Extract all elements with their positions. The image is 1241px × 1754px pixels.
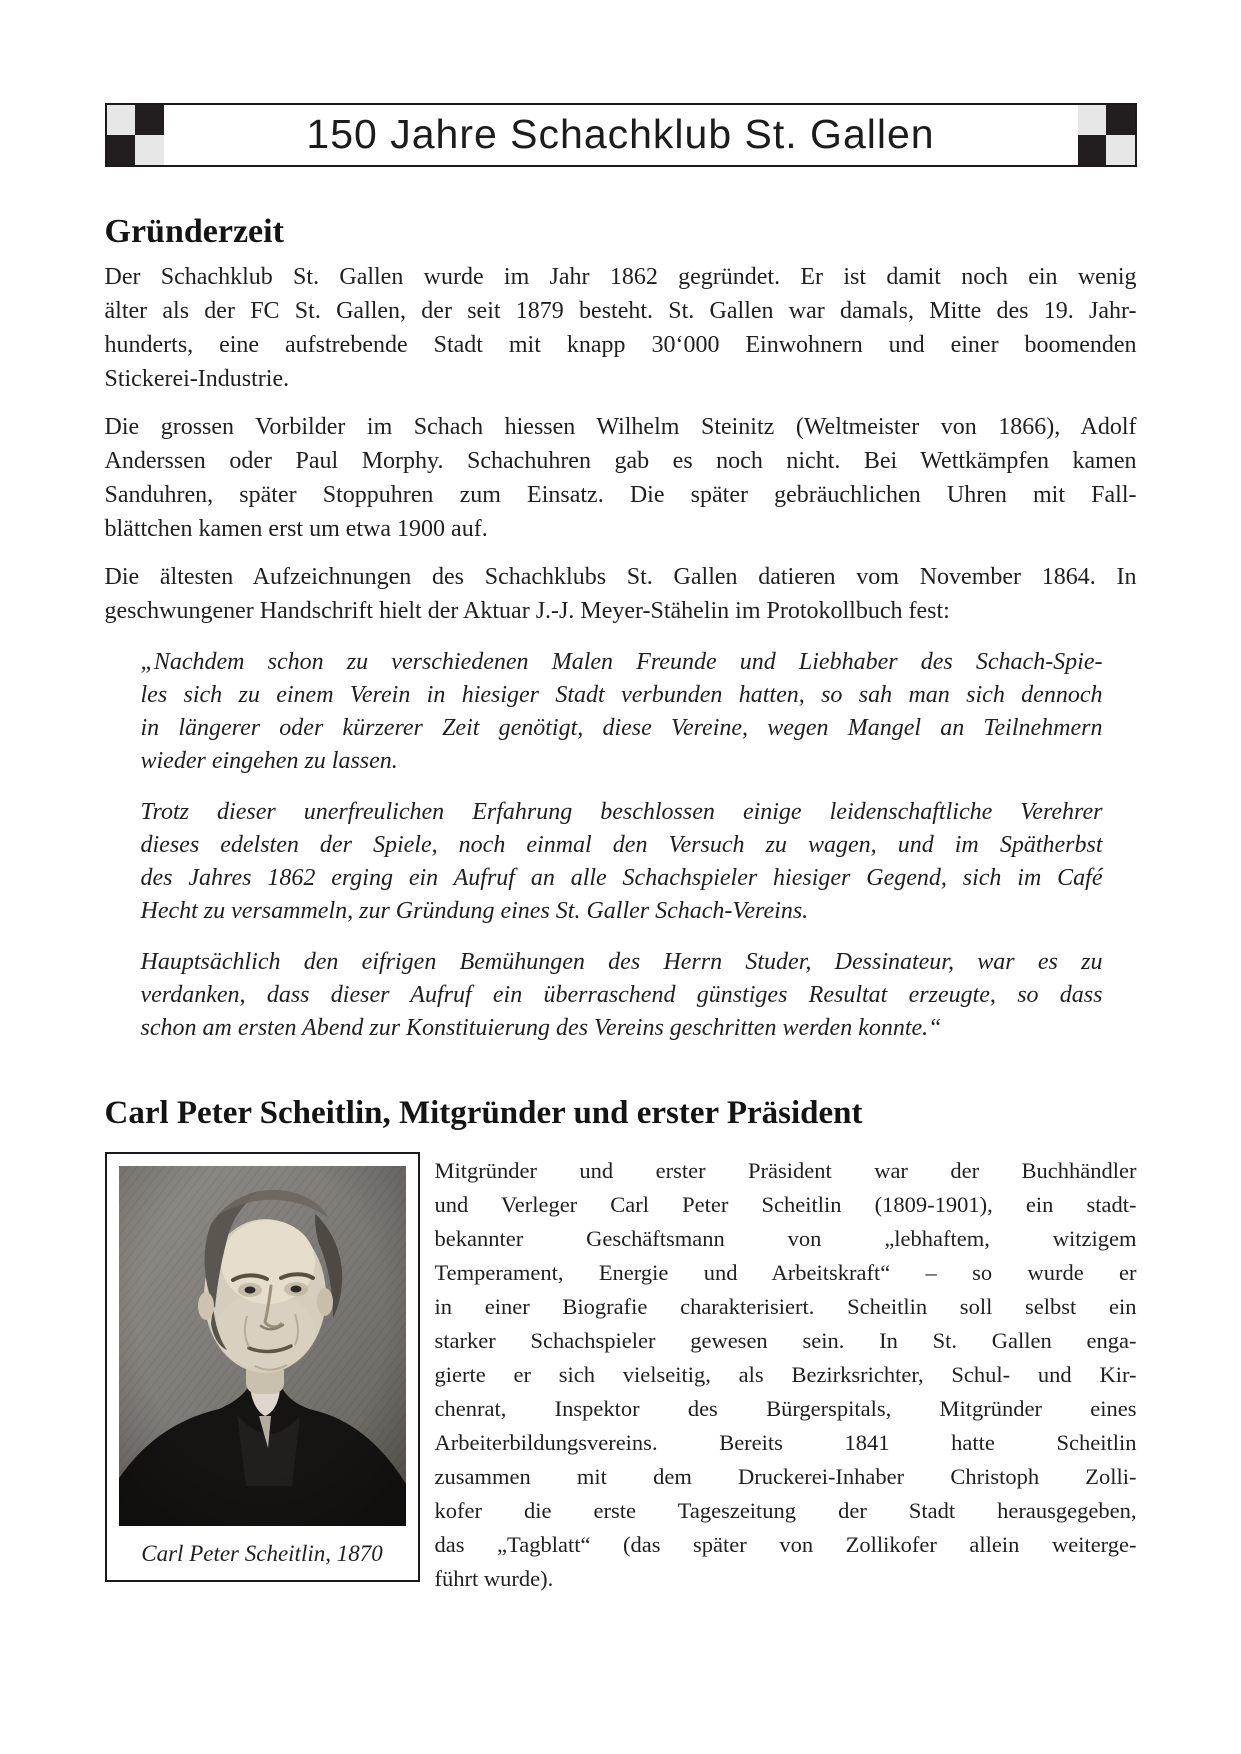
text-line: starker Schachspieler gewesen sein. In St. Gallen enga- [434,1327,1137,1353]
checker-square [1078,135,1107,165]
text-line: schon am ersten Abend zur Konstituierung des Vereins geschritten werden konnte.“ [140,1015,942,1042]
section-heading-gruenderzeit: Gründerzeit [104,213,284,250]
portrait-caption: Carl Peter Scheitlin, 1870 [141,1540,383,1566]
banner-title: 150 Jahre Schachklub St. Gallen [306,111,935,157]
text-line: les sich zu einem Verein in hiesiger Stadt verbunden hatten, so sah man sich dennoch [140,682,1103,709]
scheitlin-columns [105,1152,1137,1596]
title-banner [105,103,1137,167]
scheitlin-paragraph [435,1152,1137,1596]
checker-square [107,105,136,135]
checker-square [1078,105,1107,135]
text-line: in längerer oder kürzerer Zeit genötigt, diese Vereine, wegen Mangel an Teilnehmern [140,715,1103,742]
text-line: Stickerei-Industrie. [104,366,290,393]
text-line: Mitgründer und erster Präsident war der Buchhändler [434,1157,1137,1183]
text-line: Der Schachklub St. Gallen wurde im Jahr 1862 gegründet. Er ist damit noch ein wenig [104,264,1137,291]
text-line: „Nachdem schon zu verschiedenen Malen Freunde und Liebhaber des Schach-Spie- [140,649,1103,676]
portrait-photo [119,1166,406,1526]
text-line: Arbeiterbildungsvereins. Bereits 1841 hatte Scheitlin [434,1429,1137,1455]
text-line: Temperament, Energie und Arbeitskraft“ – so wurde er [434,1259,1137,1285]
text-line: in einer Biografie charakterisiert. Scheitlin soll selbst ein [434,1293,1137,1319]
section-heading-scheitlin: Carl Peter Scheitlin, Mitgründer und erster Präsident [104,1095,863,1132]
quote-paragraph [141,946,1103,1045]
paragraph-oldest-records [105,560,1137,628]
document-page [105,0,1137,1596]
text-line: geschwungener Handschrift hielt der Aktuar J.-J. Meyer-Stähelin im Protokollbuch fest: [104,598,950,625]
section-scheitlin [105,1095,1137,1595]
checker-square [135,135,164,165]
section-gruenderzeit [105,213,1137,1045]
paragraph-chess-idols [105,410,1137,546]
quote-paragraph [141,646,1103,778]
text-line: gierte er sich vielseitig, als Bezirksrichter, Schul- und Kir- [434,1361,1137,1387]
text-line: zusammen mit dem Druckerei-Inhaber Christoph Zolli- [434,1463,1137,1489]
checker-square [1106,105,1135,135]
text-line: führt wurde). [434,1565,554,1591]
text-line: kofer die erste Tageszeitung der Stadt herausgegeben, [434,1497,1137,1523]
text-line: bekannter Geschäftsmann von „lebhaftem, witzigem [434,1225,1137,1251]
text-line: Trotz dieser unerfreulichen Erfahrung beschlossen einige leidenschaftliche Verehrer [140,799,1103,826]
checkerboard-right-icon [1078,105,1135,165]
text-line: Sanduhren, später Stoppuhren zum Einsatz. Die später gebräuchlichen Uhren mit Fall- [104,482,1137,509]
checker-square [107,135,136,165]
portrait-figure [105,1152,420,1582]
text-line: und Verleger Carl Peter Scheitlin (1809-1901), ein stadt- [434,1191,1137,1217]
checker-square [135,105,164,135]
text-line: das „Tagblatt“ (das später von Zollikofer allein weiterge- [434,1531,1137,1557]
protocol-quote-block [141,646,1103,1045]
text-line: Die ältesten Aufzeichnungen des Schachklubs St. Gallen datieren vom November 1864. In [104,564,1137,591]
text-line: älter als der FC St. Gallen, der seit 1879 besteht. St. Gallen war damals, Mitte des 19. Jahr- [104,298,1137,325]
text-line: Anderssen oder Paul Morphy. Schachuhren gab es noch nicht. Bei Wettkämpfen kamen [104,448,1137,475]
text-line: Hecht zu versammeln, zur Gründung eines St. Galler Schach-Vereins. [140,898,809,925]
quote-paragraph [141,796,1103,928]
paragraph-founding [105,260,1137,396]
text-line: Hauptsächlich den eifrigen Bemühungen des Herrn Studer, Dessinateur, war es zu [140,949,1103,976]
text-line: chenrat, Inspektor des Bürgerspitals, Mitgründer eines [434,1395,1137,1421]
text-line: blättchen kamen erst um etwa 1900 auf. [104,516,488,543]
checkerboard-left-icon [107,105,164,165]
text-line: dieses edelsten der Spiele, noch einmal den Versuch zu wagen, und im Spätherbst [140,832,1103,859]
text-line: hunderts, eine aufstrebende Stadt mit knapp 30‘000 Einwohnern und einer boomenden [104,332,1137,359]
text-line: des Jahres 1862 erging ein Aufruf an alle Schachspieler hiesiger Gegend, sich im Café [140,865,1103,892]
text-line: wieder eingehen zu lassen. [140,748,398,775]
checker-square [1106,135,1135,165]
text-line: verdanken, dass dieser Aufruf ein überraschend günstiges Resultat erzeugte, so dass [140,982,1103,1009]
text-line: Die grossen Vorbilder im Schach hiessen Wilhelm Steinitz (Weltmeister von 1866), Adolf [104,414,1137,441]
